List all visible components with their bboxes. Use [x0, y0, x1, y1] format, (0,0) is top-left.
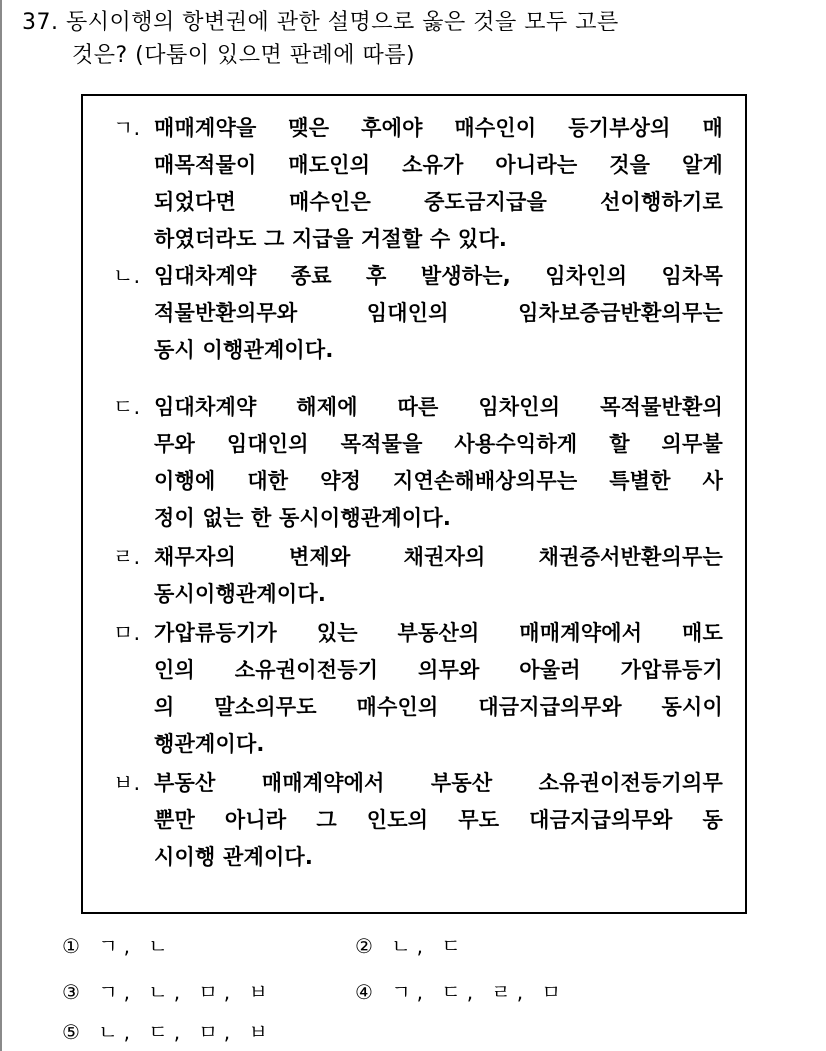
statement-line: 뿐만 아니라 그 인도의 무도 대금지급의무와 동: [154, 808, 723, 832]
option-text: ㄱ, ㄴ: [98, 934, 174, 958]
statement-line: 적물반환의무와 임대인의 임차보증금반환의무는: [154, 301, 723, 325]
option-number: ⑤: [62, 1020, 80, 1044]
option-text: ㄴ, ㄷ, ㅁ, ㅂ: [98, 1020, 274, 1044]
option-text: ㄱ, ㄴ, ㅁ, ㅂ: [98, 980, 274, 1004]
statement-item-digeut: [113, 389, 723, 537]
statement-item-nieun: [113, 258, 723, 369]
answer-option-5[interactable]: [62, 1016, 274, 1048]
option-text: ㄱ, ㄷ, ㄹ, ㅁ: [391, 980, 567, 1004]
page-left-border: [0, 0, 2, 1051]
statement-line: 시이행 관계이다.: [154, 845, 314, 869]
statement-line: 되었다면 매수인은 중도금지급을 선이행하기로: [154, 190, 723, 214]
statement-line: 이행에 대한 약정 지연손해배상의무는 특별한 사: [154, 469, 723, 493]
statement-marker: ㄱ.: [113, 116, 141, 140]
statement-line: 매목적물이 매도인의 소유가 아니라는 것을 알게: [154, 153, 723, 177]
question-number: 37.: [22, 10, 59, 35]
answer-option-3[interactable]: [62, 976, 274, 1008]
statement-item-giyeok: [113, 110, 723, 258]
statement-line: 동시이행관계이다.: [154, 582, 327, 606]
statement-marker: ㄷ.: [113, 395, 141, 419]
statement-line: 인의 소유권이전등기 의무와 아울러 가압류등기: [154, 658, 723, 682]
option-number: ②: [355, 934, 373, 958]
statement-line: 동시 이행관계이다.: [154, 338, 334, 362]
answer-option-2[interactable]: [355, 930, 467, 962]
statement-item-mieum: [113, 615, 723, 763]
statement-line: 가압류등기가 있는 부동산의 매매계약에서 매도: [154, 621, 723, 645]
option-number: ④: [355, 980, 373, 1004]
statement-line: 하였더라도 그 지급을 거절할 수 있다.: [154, 227, 508, 251]
answer-option-1[interactable]: [62, 930, 174, 962]
question-line-1: [22, 6, 802, 39]
question-stem: [22, 6, 802, 72]
statement-line: 정이 없는 한 동시이행관계이다.: [154, 506, 452, 530]
statement-line: 무와 임대인의 목적물을 사용수익하게 할 의무불: [154, 432, 723, 456]
statement-marker: ㄹ.: [113, 545, 141, 569]
option-number: ③: [62, 980, 80, 1004]
statement-marker: ㅂ.: [113, 771, 141, 795]
statement-line: 임대차계약 종료 후 발생하는, 임차인의 임차목: [154, 264, 723, 288]
question-text-1: 동시이행의 항변권에 관한 설명으로 옳은 것을 모두 고른: [66, 10, 619, 35]
statement-marker: ㄴ.: [113, 264, 141, 288]
statement-item-rieul: [113, 539, 723, 613]
statement-line: 행관계이다.: [154, 732, 265, 756]
statement-item-bieup: [113, 765, 723, 876]
question-line-2: 것은? (다툼이 있으면 판례에 따름): [72, 43, 416, 68]
option-number: ①: [62, 934, 80, 958]
option-text: ㄴ, ㄷ: [391, 934, 467, 958]
statements-box: [81, 94, 747, 914]
statement-line: 의 말소의무도 매수인의 대금지급의무와 동시이: [154, 695, 723, 719]
statement-line: 매매계약을 맺은 후에야 매수인이 등기부상의 매: [154, 116, 723, 140]
statement-line: 부동산 매매계약에서 부동산 소유권이전등기의무: [154, 771, 723, 795]
answer-option-4[interactable]: [355, 976, 567, 1008]
statement-marker: ㅁ.: [113, 621, 141, 645]
statement-line: 임대차계약 해제에 따른 임차인의 목적물반환의: [154, 395, 723, 419]
statement-line: 채무자의 변제와 채권자의 채권증서반환의무는: [154, 545, 723, 569]
